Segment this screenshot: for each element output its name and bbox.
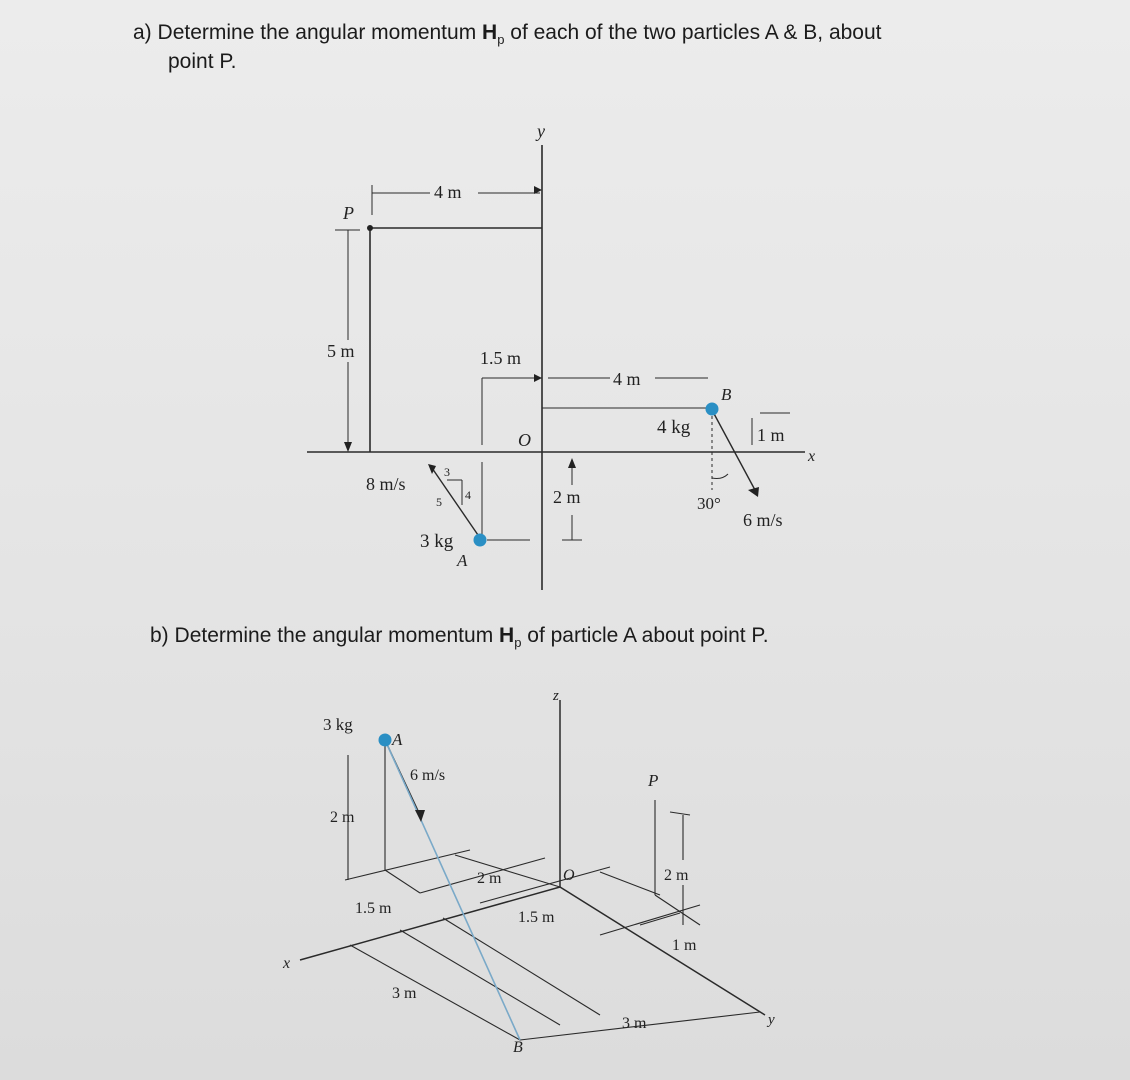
dim-5m-label: 5 m — [327, 341, 355, 361]
dim-2m-label: 2 m — [553, 487, 581, 507]
question-b: b) Determine the angular momentum $H_p$ of particle A about point P. — [150, 624, 769, 651]
axis-y-label: y — [537, 121, 545, 141]
question-a-line2: point P. — [168, 50, 237, 74]
mass-a-label: 3 kg — [323, 715, 353, 734]
particle-a-label: A — [457, 551, 468, 570]
slope-4: 4 — [465, 488, 471, 502]
point-p-label: P — [343, 203, 354, 223]
a-velocity-arrow — [415, 810, 425, 822]
dim-1m-label: 1 m — [672, 937, 697, 954]
dim-1-5m-label: 1.5 m — [480, 348, 522, 368]
axis-z-label: z — [553, 688, 559, 704]
question-a-label: a) — [133, 21, 152, 44]
h-symbol: H — [499, 624, 515, 647]
speed-a-label: 8 m/s — [366, 474, 406, 494]
dim-2m-p-label: 2 m — [664, 867, 689, 884]
speed-b-label: 6 m/s — [743, 510, 783, 530]
origin-label: O — [563, 867, 575, 884]
dim-2m-mid-label: 2 m — [477, 870, 502, 887]
dim-3m-left-label: 3 m — [392, 985, 417, 1002]
particle-a-label: A — [392, 730, 403, 749]
axis-y-label: y — [768, 1012, 775, 1028]
h-subscript: p — [514, 635, 522, 651]
speed-a-label: 6 m/s — [410, 767, 446, 784]
slope-3: 3 — [444, 465, 450, 479]
y-axis — [560, 887, 765, 1015]
axis-x-label: x — [283, 955, 291, 972]
mass-a-label: 3 kg — [420, 531, 454, 552]
particle-a — [379, 734, 392, 747]
question-b-label: b) — [150, 624, 169, 647]
particle-b-label: B — [721, 385, 732, 404]
dim-4m-b-label: 4 m — [613, 369, 641, 389]
dim-4m-label: 4 m — [434, 182, 462, 202]
dim-1-5m-left-label: 1.5 m — [355, 900, 392, 917]
mass-b-label: 4 kg — [657, 417, 691, 438]
slope-5: 5 — [436, 495, 442, 509]
question-a-text: Determine the angular momentum $H_p$ of each of the two particles A & B, about — [157, 21, 882, 48]
angle-b-label: 30° — [697, 494, 721, 513]
point-p-label: P — [648, 771, 659, 790]
dim-3m-right-label: 3 m — [622, 1015, 647, 1032]
origin-label: O — [518, 430, 531, 450]
dim-2m-a-label: 2 m — [330, 809, 355, 826]
dim-1m-label: 1 m — [757, 425, 785, 445]
h-subscript: p — [497, 32, 505, 48]
h-symbol: H — [482, 21, 498, 44]
axis-x-label: x — [808, 448, 816, 465]
dim-1-5m-mid-label: 1.5 m — [518, 909, 555, 926]
point-b-label: B — [513, 1039, 523, 1056]
